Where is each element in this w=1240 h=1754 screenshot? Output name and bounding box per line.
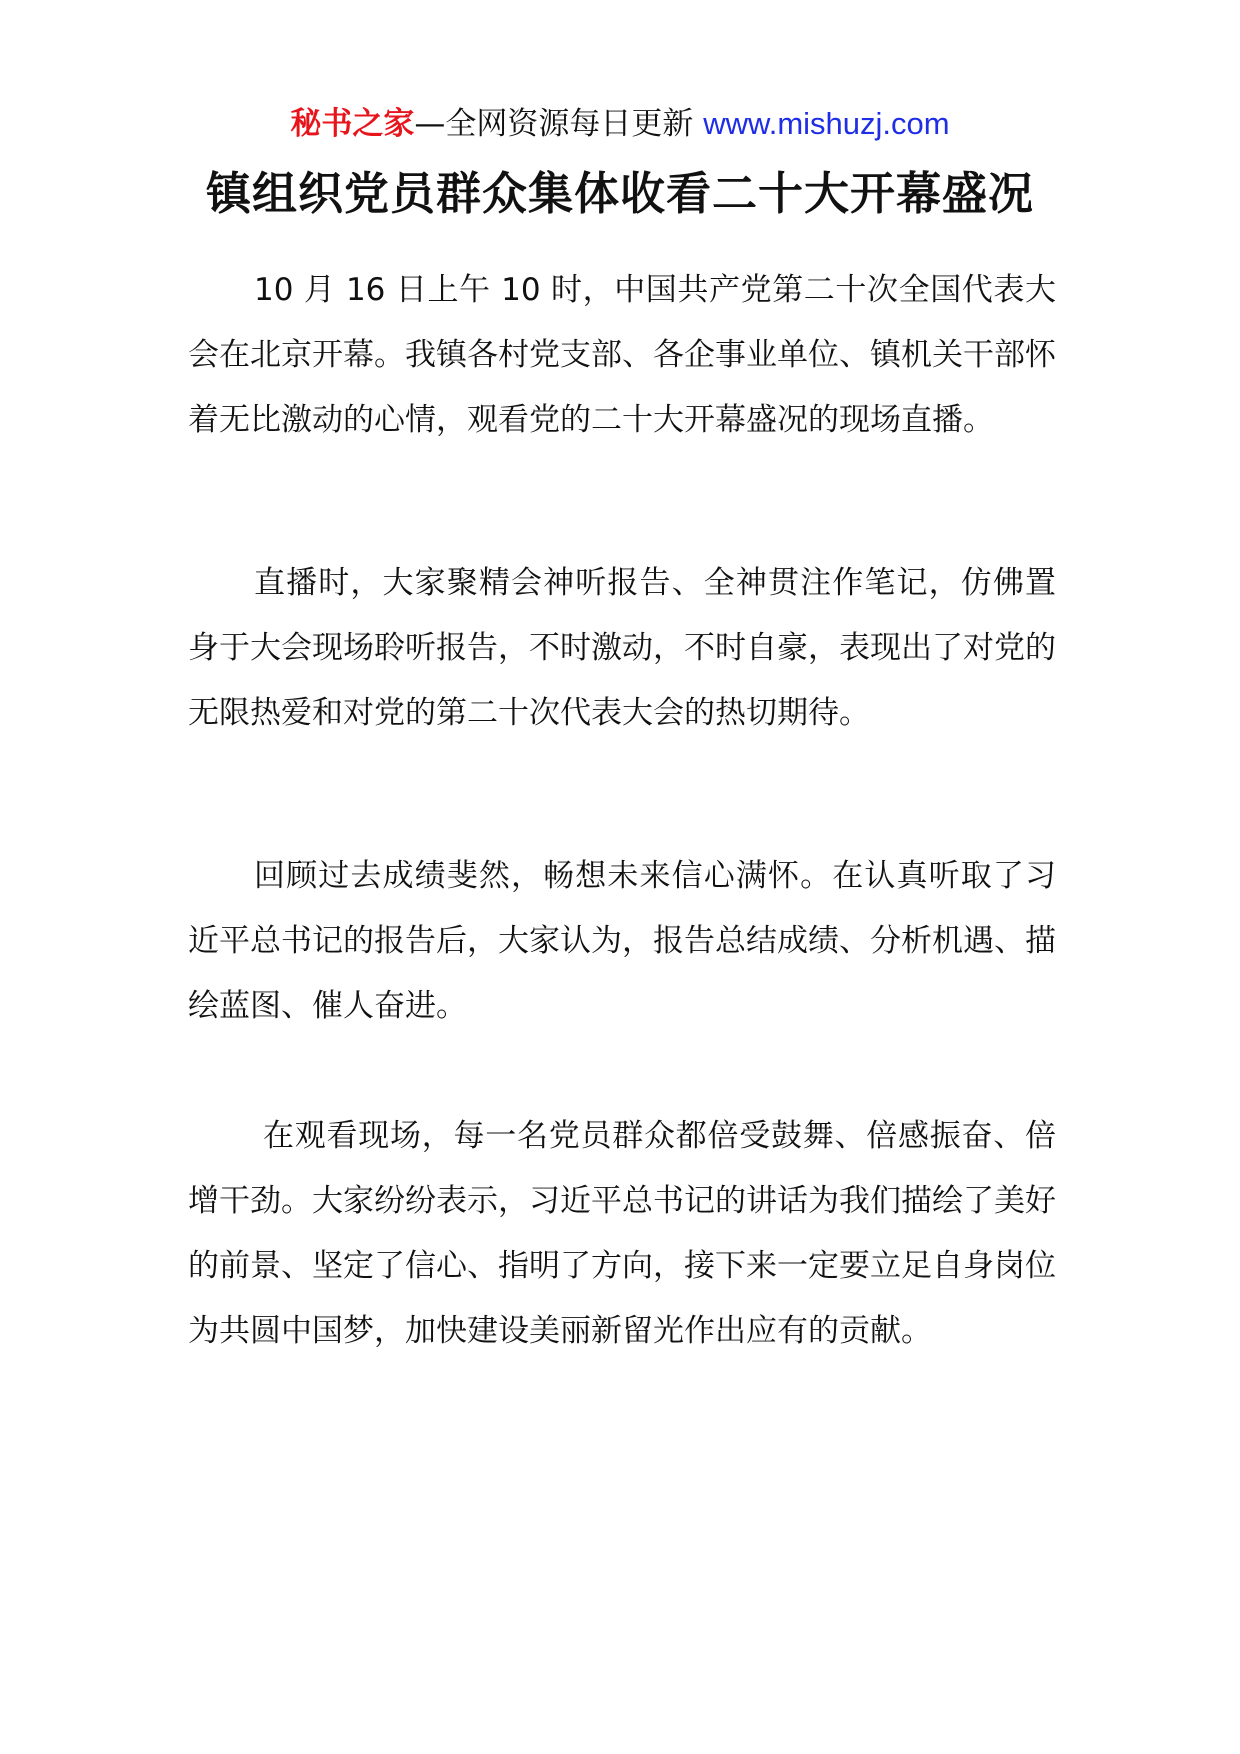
site-header [0,100,1240,148]
paragraph-4: 在观看现场，每一名党员群众都倍受鼓舞、倍感振奋、倍增干劲。大家纷纷表示，习近平总书记的讲话为我们描绘了美好的前景、坚定了信心、指明了方向，接下来一定要立足自身岗位为共圆中国梦，加快建设美丽新留光作出应有的贡献。 [188,1118,1056,1349]
document-body [188,258,1056,1364]
paragraph-1: 10 月 16 日上午 10 时，中国共产党第二十次全国代表大会在北京开幕。我镇各村党支部、各企事业单位、镇机关干部怀着无比激动的心情，观看党的二十大开幕盛况的现场直播。 [188,272,1056,438]
brand-name: 秘书之家 [290,106,415,142]
site-url-link[interactable]: www.mishuzj.com [703,106,950,141]
paragraph-3: 回顾过去成绩斐然，畅想未来信心满怀。在认真听取了习近平总书记的报告后，大家认为，报告总结成绩、分析机遇、描绘蓝图、催人奋进。 [188,858,1056,1024]
paragraph-2: 直播时，大家聚精会神听报告、全神贯注作笔记，仿佛置身于大会现场聆听报告，不时激动，不时自豪，表现出了对党的无限热爱和对党的第二十次代表大会的热切期待。 [188,565,1056,731]
document-title: 镇组织党员群众集体收看二十大开幕盛况 [205,167,1034,220]
header-tagline: —全网资源每日更新 [414,106,694,142]
